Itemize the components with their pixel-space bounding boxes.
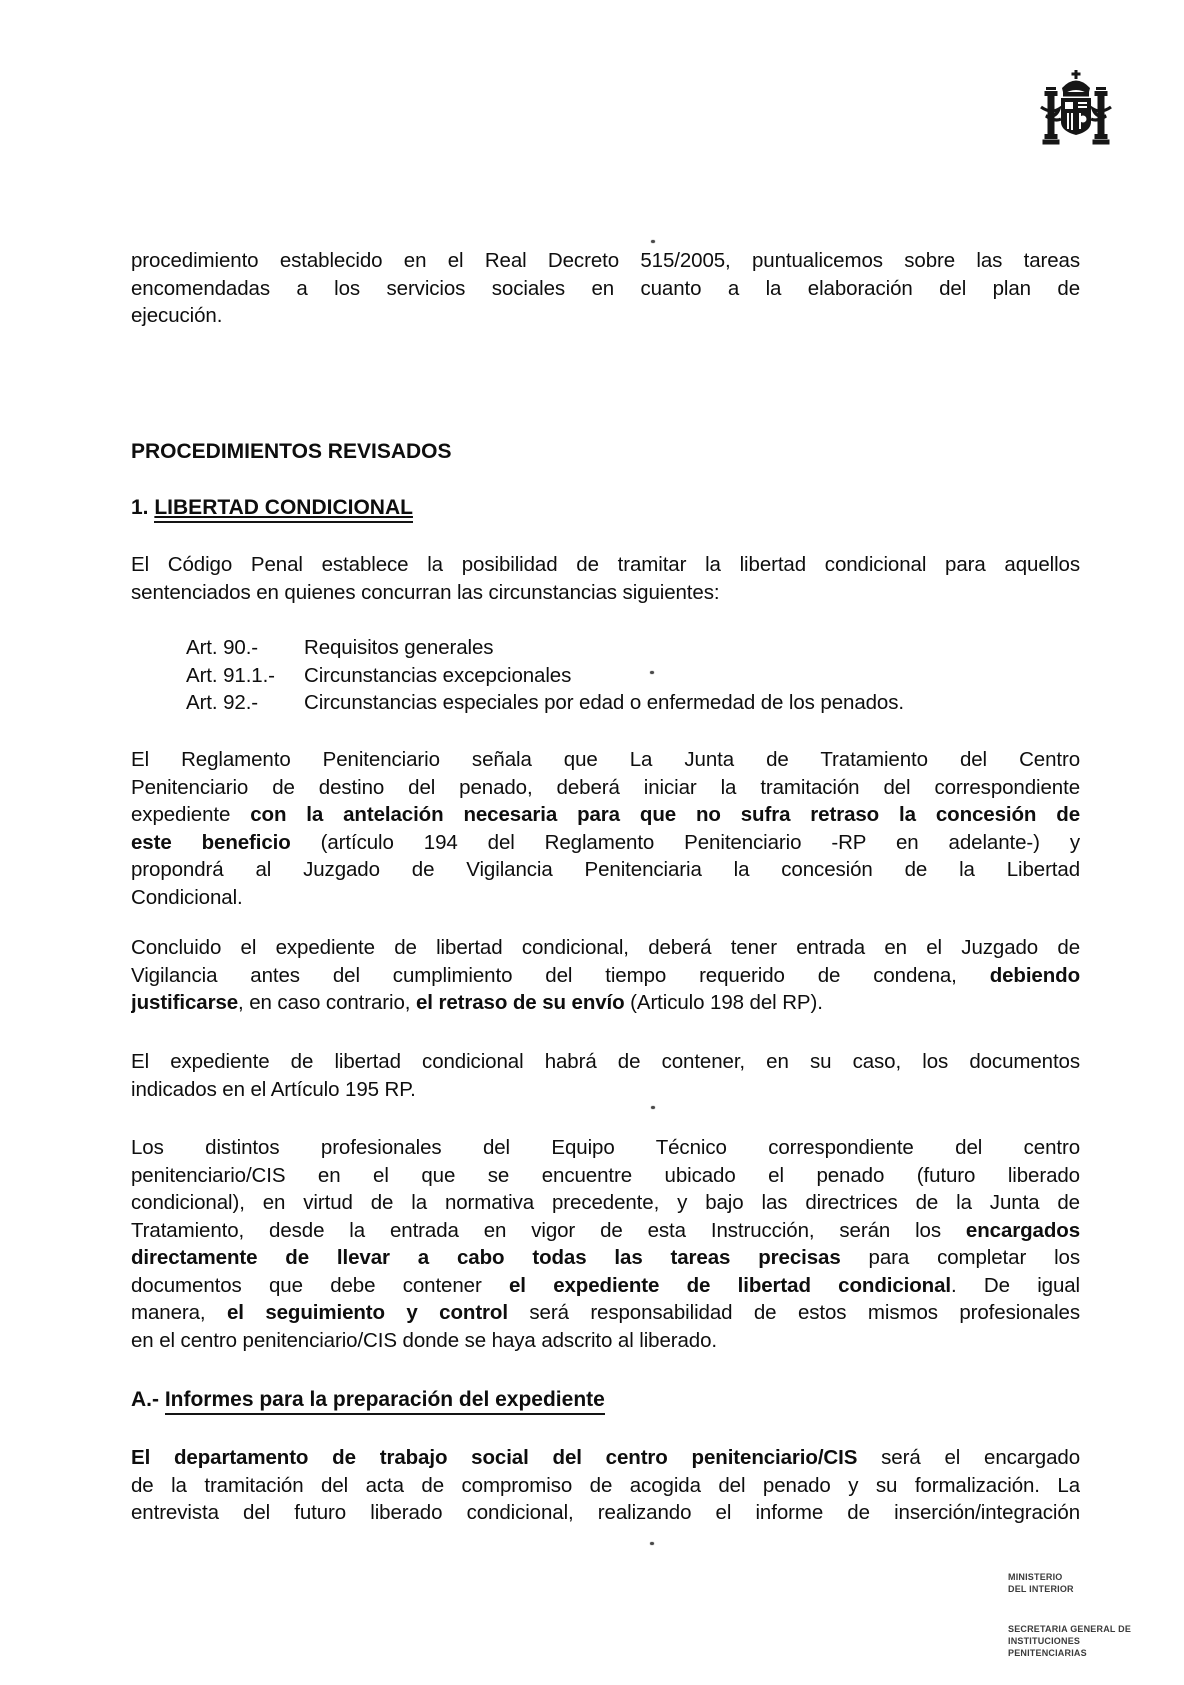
text-run: propondrá al Juzgado de Vigilancia Penitenciaria la concesión de la Libertad	[131, 858, 1080, 881]
bold-text-run: encargados	[965, 1218, 1080, 1242]
text-run: El expediente de libertad condicional habrá de contener, en su caso, los documentos	[131, 1050, 1080, 1073]
paragraph-departamento	[131, 1444, 1080, 1527]
text-run: procedimiento establecido en el Real Decreto 515/2005, puntualicemos sobre las tareas	[131, 249, 1080, 272]
paragraph-line	[131, 856, 1080, 884]
bold-text-run: justificarse	[131, 991, 239, 1014]
paragraph-line	[131, 1299, 1080, 1327]
paragraph-codigo-penal	[131, 551, 1080, 606]
paragraph-expediente	[131, 1048, 1080, 1103]
footer-secretariat-line: PENITENCIARIAS	[1008, 1648, 1087, 1658]
paragraph-reglamento	[131, 746, 1080, 911]
article-list	[131, 634, 1080, 717]
bold-text-run: debiendo	[989, 963, 1080, 987]
paragraph-line	[131, 1076, 1080, 1104]
heading-number-prefix: 1.	[131, 496, 155, 519]
scan-speck	[650, 671, 654, 674]
paragraph-line	[131, 275, 1080, 303]
article-title: Requisitos generales	[304, 636, 494, 659]
scan-speck	[651, 1106, 655, 1109]
bold-text-run: este beneficio	[131, 830, 291, 854]
article-list-item	[186, 689, 1080, 717]
paragraph-line	[131, 579, 1080, 607]
paragraph-line	[131, 962, 1080, 990]
paragraph-line	[131, 829, 1080, 857]
footer-gap	[1008, 1595, 1168, 1623]
article-list-item	[186, 634, 1080, 662]
paragraph-line	[131, 801, 1080, 829]
text-run: El Reglamento Penitenciario señala que La Junta de Tratamiento del Centro	[131, 748, 1080, 771]
paragraph-line	[131, 1189, 1080, 1217]
text-run: . De igual	[950, 1273, 1080, 1297]
heading-underlined-text: Informes para la preparación del expediente	[165, 1388, 605, 1415]
text-run: encomendadas a los servicios sociales en cuanto a la elaboración del plan de	[131, 276, 1080, 300]
paragraph-line	[131, 884, 1080, 912]
text-run: Penitenciario de destino del penado, deberá iniciar la tramitación del correspondiente	[131, 775, 1080, 799]
paragraph-line	[131, 1048, 1080, 1076]
article-list-item	[186, 662, 1080, 690]
text-run: , en caso contrario,	[238, 991, 416, 1014]
paragraph-line	[131, 1162, 1080, 1190]
article-title: Circunstancias especiales por edad o enfermedad de los penados.	[304, 691, 904, 714]
text-run: penitenciario/CIS en el que se encuentre ubicado el penado (futuro liberado	[131, 1163, 1080, 1187]
heading-libertad-condicional	[131, 494, 1080, 521]
text-run: para completar los	[840, 1246, 1080, 1269]
text-run: Los distintos profesionales del Equipo Técnico correspondiente del centro	[131, 1136, 1080, 1159]
paragraph-concluido	[131, 934, 1080, 1017]
heading-informes-preparacion	[131, 1386, 1080, 1413]
article-title: Circunstancias excepcionales	[304, 663, 572, 687]
text-run: Concluido el expediente de libertad condicional, deberá tener entrada en el Juzgado de	[131, 936, 1080, 959]
bold-text-run: El departamento de trabajo social del centro penitenciario/CIS	[131, 1446, 858, 1469]
bold-text-run: el retraso de su envío	[415, 991, 625, 1014]
text-run: manera,	[131, 1301, 227, 1324]
paragraph-line	[131, 1327, 1080, 1355]
footer-secretariat-line: SECRETARIA GENERAL DE	[1008, 1624, 1132, 1634]
paragraph-line	[131, 1217, 1080, 1245]
paragraph-line	[131, 1244, 1080, 1272]
footer-institution	[1008, 1571, 1168, 1659]
text-run: será el encargado	[857, 1446, 1080, 1469]
paragraph-line	[131, 551, 1080, 579]
text-run: sentenciados en quienes concurran las circunstancias siguientes:	[131, 580, 720, 604]
text-run: será responsabilidad de estos mismos profesionales	[507, 1301, 1080, 1324]
text-run: (artículo 194 del Reglamento Penitenciario -RP en adelante-) y	[290, 830, 1080, 854]
paragraph-profesionales	[131, 1134, 1080, 1354]
text-run: Vigilancia antes del cumplimiento del tiempo requerido de condena,	[131, 963, 990, 987]
text-run: ejecución.	[131, 304, 223, 327]
paragraph-line	[131, 1499, 1080, 1527]
text-run: Condicional.	[131, 885, 243, 909]
text-run: entrevista del futuro liberado condicional, realizando el informe de inserción/integración	[131, 1501, 1080, 1524]
scan-speck	[650, 1542, 654, 1545]
text-run: El Código Penal establece la posibilidad de tramitar la libertad condicional para aquellos	[131, 553, 1080, 576]
heading-underlined-text: LIBERTAD CONDICIONAL	[154, 496, 413, 523]
article-number: Art. 90.-	[186, 636, 259, 659]
text-run: en el centro penitenciario/CIS donde se haya adscrito al liberado.	[131, 1328, 717, 1352]
paragraph-line	[131, 746, 1080, 774]
bold-text-run: directamente de llevar a cabo todas las tareas precisas	[131, 1246, 841, 1269]
article-number: Art. 91.1.-	[186, 663, 275, 687]
text-run: indicados en el Artículo 195 RP.	[131, 1077, 416, 1101]
spain-coat-of-arms-icon	[1038, 69, 1114, 153]
paragraph-line	[131, 934, 1080, 962]
text-run: condicional), en virtud de la normativa precedente, y bajo las directrices de la Junta de	[131, 1191, 1080, 1214]
bold-text-run: el expediente de libertad condicional	[509, 1273, 951, 1297]
bold-text-run: con la antelación necesaria para que no sufra retraso la concesión de	[250, 803, 1080, 826]
paragraph-line	[131, 989, 1080, 1017]
text-run: Tratamiento, desde la entrada en vigor de esta Instrucción, serán los	[131, 1218, 966, 1242]
bold-text-run: el seguimiento y control	[226, 1301, 508, 1324]
paragraph-line	[131, 1134, 1080, 1162]
text-run: de la tramitación del acta de compromiso de acogida del penado y su formalización. La	[131, 1473, 1080, 1497]
text-run: documentos que debe contener	[131, 1273, 509, 1297]
paragraph-line	[131, 302, 1080, 330]
paragraph-intro	[131, 247, 1080, 330]
footer-ministry-line: DEL INTERIOR	[1008, 1584, 1074, 1594]
paragraph-line	[131, 1444, 1080, 1472]
paragraph-line	[131, 774, 1080, 802]
text-run: expediente	[131, 803, 251, 826]
paragraph-line	[131, 247, 1080, 275]
article-number: Art. 92.-	[186, 691, 259, 714]
scan-speck	[651, 240, 655, 243]
heading-number-prefix: A.-	[131, 1388, 165, 1411]
paragraph-line	[131, 1472, 1080, 1500]
footer-ministry-line: MINISTERIO	[1008, 1572, 1063, 1582]
paragraph-line	[131, 1272, 1080, 1300]
heading-procedimientos-revisados: PROCEDIMIENTOS REVISADOS	[131, 440, 452, 463]
text-run: (Articulo 198 del RP).	[624, 991, 823, 1014]
footer-secretariat-line: INSTITUCIONES	[1008, 1636, 1081, 1646]
